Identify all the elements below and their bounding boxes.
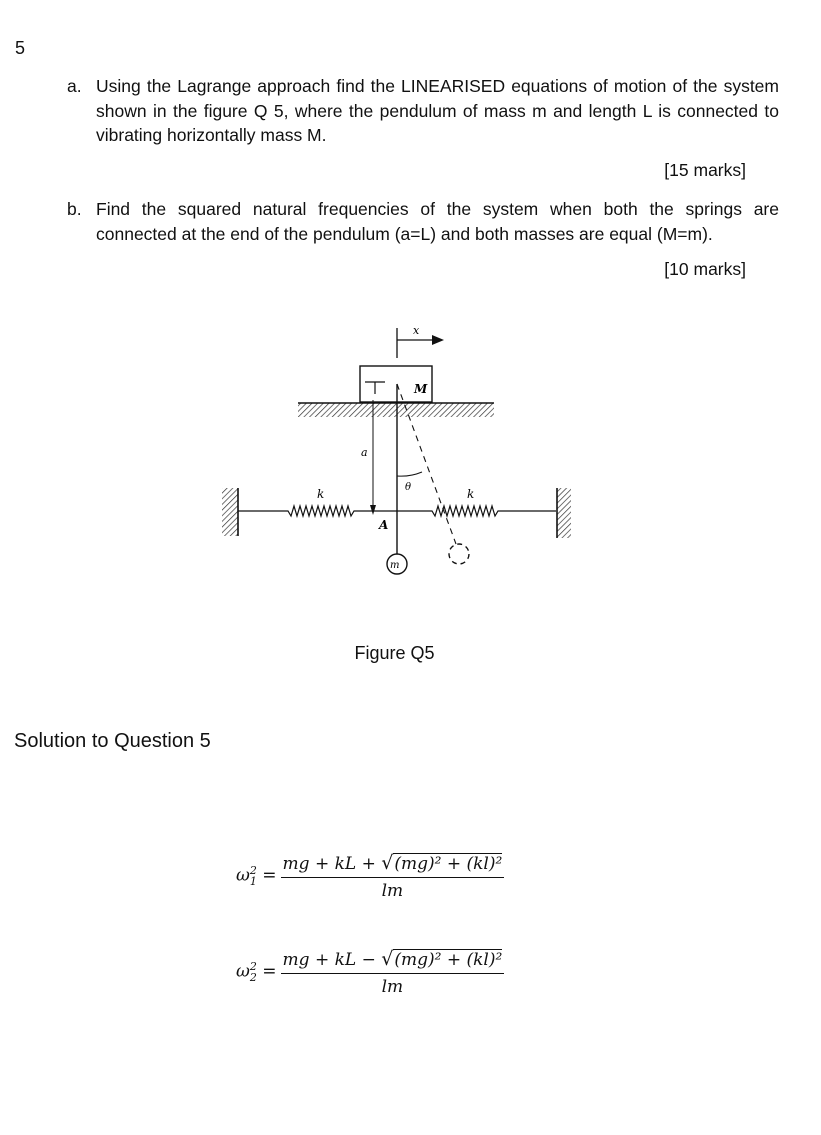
- M-label: M: [414, 382, 428, 396]
- left-wall: [222, 488, 238, 536]
- omega1-fraction: [281, 852, 505, 901]
- part-a-marks: [15 marks]: [664, 160, 746, 180]
- solution-heading: Solution to Question 5: [14, 730, 211, 752]
- right-spring: [397, 506, 556, 516]
- question-number: 5: [15, 38, 26, 58]
- figure-caption: Figure Q5: [354, 643, 435, 663]
- x-displacement-arrow: [397, 328, 444, 358]
- k-right-label: k: [467, 487, 475, 501]
- part-b-text: Find the squared natural frequencies of the system when both the springs are connected at the end of the pendulum (a=L) and both masses are equal (M=m).: [96, 199, 779, 244]
- dimension-a-line: [370, 400, 376, 515]
- figure-q5-diagram: [210, 318, 580, 588]
- theta-label: θ: [405, 482, 412, 493]
- omega2-lhs: $\omega_2^2$ =: [236, 960, 277, 985]
- theta-arc: [397, 472, 422, 476]
- omega2-fraction: [281, 948, 505, 997]
- omega1-denominator: lm: [281, 877, 505, 901]
- part-a-text: Using the Lagrange approach find the LINEARISED equations of motion of the system shown in the figure Q 5, where the pendulum of mass m and length L is connected to vibrating horizontally mass M.: [96, 76, 779, 145]
- A-label: A: [379, 518, 389, 532]
- equation-omega2: [236, 948, 504, 997]
- k-left-label: k: [317, 487, 325, 501]
- ground-hatching: [298, 403, 494, 417]
- omega1-lhs: $\omega_1^2$ =: [236, 864, 277, 889]
- x-label: x: [413, 324, 420, 337]
- question-part-a: [67, 74, 779, 148]
- part-a-label: a.: [67, 76, 82, 96]
- m-label: m: [390, 560, 400, 571]
- a-label: a: [361, 446, 368, 459]
- omega2-denominator: lm: [281, 973, 505, 997]
- part-b-label: b.: [67, 199, 82, 219]
- question-part-b: [67, 197, 779, 246]
- right-wall: [557, 488, 571, 538]
- displaced-bob: [449, 544, 469, 564]
- omega2-numerator: mg + kL − √(mg)² + (kl)²: [282, 948, 503, 970]
- omega1-numerator: mg + kL + √(mg)² + (kl)²: [282, 852, 503, 874]
- equation-omega1: [236, 852, 504, 901]
- part-b-marks: [10 marks]: [664, 259, 746, 279]
